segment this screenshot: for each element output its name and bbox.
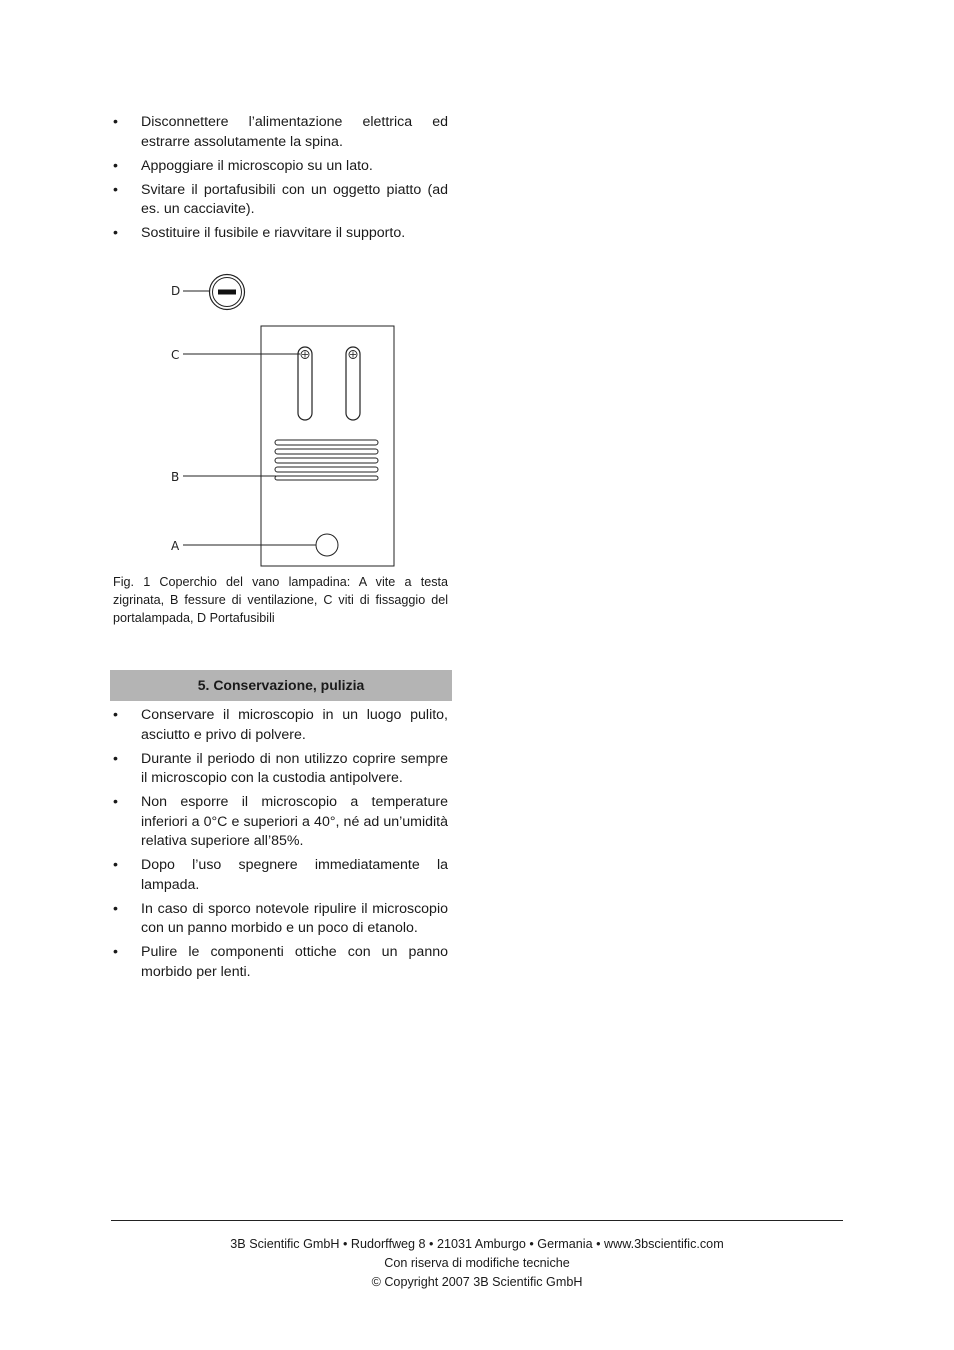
list-item: • Conservare il microscopio in un luogo pulito, asciutto e privo di polvere.	[110, 706, 452, 745]
list-item: • Non esporre il microscopio a temperature inferiori a 0°C e superiori a 40°, né ad un’umidità relativa superiore all’85%.	[110, 793, 452, 852]
screw-slot-right	[346, 347, 360, 420]
fuse-holder-slot	[218, 290, 236, 295]
figure-label-a: A	[171, 539, 180, 553]
figure-caption: Fig. 1 Coperchio del vano lampadina: A vite a testa zigrinata, B fessure di ventilazione, C viti di fissaggio del portalampada, D Portafusibili	[113, 575, 448, 625]
figure-label-b: B	[171, 470, 180, 484]
list-item: • Disconnettere l’alimentazione elettrica ed estrarre assolutamente la spina.	[110, 113, 452, 152]
list-item: • Durante il periodo di non utilizzo coprire sempre il microscopio con la custodia antipolvere.	[110, 750, 452, 789]
list-item: • Svitare il portafusibili con un oggetto piatto (ad es. un cacciavite).	[110, 181, 452, 220]
list-item: • Pulire le componenti ottiche con un panno morbido per lenti.	[110, 943, 452, 982]
figure-label-c: C	[171, 348, 180, 362]
section-heading: 5. Conservazione, pulizia	[110, 670, 452, 701]
list-item: • Appoggiare il microscopio su un lato.	[110, 157, 452, 177]
figure-label-d: D	[171, 284, 181, 298]
footer-disclaimer: Con riserva di modifiche tecniche	[384, 1256, 570, 1270]
screw-slot-left	[298, 347, 312, 420]
list-item: • In caso di sporco notevole ripulire il microscopio con un panno morbido e un poco di etanolo.	[110, 900, 452, 939]
footer-copyright: © Copyright 2007 3B Scientific GmbH	[371, 1275, 583, 1289]
instruction-list	[110, 113, 452, 248]
cover-plate	[261, 326, 394, 566]
footer-divider	[111, 1220, 843, 1221]
list-item: • Sostituire il fusibile e riavvitare il supporto.	[110, 224, 452, 244]
knurled-screw-icon	[316, 534, 338, 556]
care-instruction-list	[110, 706, 452, 987]
list-item: • Dopo l’uso spegnere immediatamente la lampada.	[110, 856, 452, 895]
lamp-cover-diagram	[163, 266, 403, 572]
ventilation-slits	[275, 440, 378, 480]
page-footer	[111, 1235, 843, 1292]
footer-address: 3B Scientific GmbH • Rudorffweg 8 • 21031 Amburgo • Germania • www.3bscientific.com	[230, 1237, 724, 1251]
